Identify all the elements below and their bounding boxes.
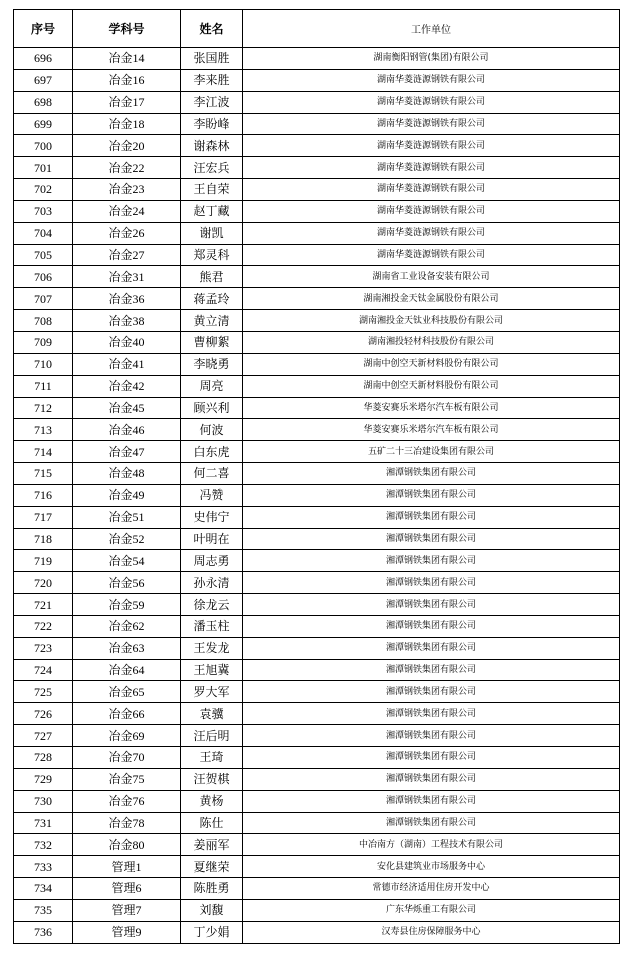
cell-name: 罗大军 (181, 681, 243, 703)
cell-unit: 五矿二十三冶建设集团有限公司 (243, 441, 620, 463)
cell-seq: 700 (14, 135, 73, 157)
cell-unit: 湘潭钢铁集团有限公司 (243, 528, 620, 550)
cell-subject: 冶金17 (73, 91, 181, 113)
cell-subject: 管理6 (73, 878, 181, 900)
cell-name: 李盼峰 (181, 113, 243, 135)
cell-name: 周亮 (181, 375, 243, 397)
table-row (14, 856, 620, 878)
cell-unit: 中冶南方（湖南）工程技术有限公司 (243, 834, 620, 856)
cell-seq: 699 (14, 113, 73, 135)
cell-name: 李江波 (181, 91, 243, 113)
cell-subject: 冶金78 (73, 812, 181, 834)
cell-seq: 725 (14, 681, 73, 703)
cell-name: 姜丽军 (181, 834, 243, 856)
cell-subject: 冶金40 (73, 331, 181, 353)
header-unit: 工作单位 (243, 10, 620, 48)
cell-seq: 717 (14, 506, 73, 528)
table-row (14, 244, 620, 266)
cell-name: 史伟宁 (181, 506, 243, 528)
cell-name: 潘玉柱 (181, 615, 243, 637)
table-row (14, 768, 620, 790)
cell-subject: 冶金80 (73, 834, 181, 856)
cell-seq: 729 (14, 768, 73, 790)
table-row (14, 506, 620, 528)
cell-name: 陈仕 (181, 812, 243, 834)
cell-seq: 721 (14, 594, 73, 616)
cell-subject: 冶金36 (73, 288, 181, 310)
cell-unit: 湖南衡阳钢管(集团)有限公司 (243, 48, 620, 70)
cell-subject: 冶金46 (73, 419, 181, 441)
table-row (14, 637, 620, 659)
table-row (14, 419, 620, 441)
cell-unit: 湘潭钢铁集团有限公司 (243, 550, 620, 572)
cell-subject: 冶金47 (73, 441, 181, 463)
cell-subject: 管理9 (73, 921, 181, 943)
table-row (14, 790, 620, 812)
cell-subject: 冶金22 (73, 157, 181, 179)
cell-unit: 湘潭钢铁集团有限公司 (243, 725, 620, 747)
cell-seq: 732 (14, 834, 73, 856)
cell-seq: 724 (14, 659, 73, 681)
cell-name: 徐龙云 (181, 594, 243, 616)
cell-unit: 湘潭钢铁集团有限公司 (243, 790, 620, 812)
cell-seq: 706 (14, 266, 73, 288)
cell-seq: 705 (14, 244, 73, 266)
cell-unit: 湖南湘投金天钛业科技股份有限公司 (243, 310, 620, 332)
cell-unit: 湖南华菱涟源钢铁有限公司 (243, 179, 620, 201)
cell-subject: 冶金51 (73, 506, 181, 528)
cell-seq: 713 (14, 419, 73, 441)
cell-unit: 湘潭钢铁集团有限公司 (243, 463, 620, 485)
cell-name: 孙永清 (181, 572, 243, 594)
cell-subject: 冶金59 (73, 594, 181, 616)
table-row (14, 725, 620, 747)
cell-unit: 湖南华菱涟源钢铁有限公司 (243, 222, 620, 244)
cell-seq: 712 (14, 397, 73, 419)
header-row (14, 10, 620, 48)
cell-seq: 696 (14, 48, 73, 70)
cell-subject: 冶金63 (73, 637, 181, 659)
cell-unit: 湘潭钢铁集团有限公司 (243, 637, 620, 659)
cell-subject: 冶金66 (73, 703, 181, 725)
table-row (14, 157, 620, 179)
table-row (14, 463, 620, 485)
cell-seq: 730 (14, 790, 73, 812)
cell-seq: 734 (14, 878, 73, 900)
table-row (14, 48, 620, 70)
cell-seq: 731 (14, 812, 73, 834)
cell-name: 王琦 (181, 747, 243, 769)
cell-seq: 727 (14, 725, 73, 747)
cell-name: 蒋孟玲 (181, 288, 243, 310)
table-row (14, 681, 620, 703)
table-row (14, 615, 620, 637)
table-row (14, 594, 620, 616)
cell-seq: 710 (14, 353, 73, 375)
cell-unit: 湘潭钢铁集团有限公司 (243, 572, 620, 594)
cell-subject: 冶金69 (73, 725, 181, 747)
cell-name: 熊君 (181, 266, 243, 288)
cell-seq: 722 (14, 615, 73, 637)
table-row (14, 113, 620, 135)
table-row (14, 484, 620, 506)
cell-subject: 冶金41 (73, 353, 181, 375)
table-row (14, 921, 620, 943)
cell-subject: 冶金65 (73, 681, 181, 703)
cell-name: 黄杨 (181, 790, 243, 812)
cell-subject: 冶金54 (73, 550, 181, 572)
table-row (14, 834, 620, 856)
cell-subject: 冶金75 (73, 768, 181, 790)
cell-seq: 723 (14, 637, 73, 659)
cell-seq: 735 (14, 899, 73, 921)
cell-unit: 湖南华菱涟源钢铁有限公司 (243, 91, 620, 113)
table-row (14, 550, 620, 572)
cell-subject: 冶金18 (73, 113, 181, 135)
cell-subject: 冶金38 (73, 310, 181, 332)
cell-unit: 湘潭钢铁集团有限公司 (243, 768, 620, 790)
cell-unit: 湘潭钢铁集团有限公司 (243, 615, 620, 637)
cell-seq: 701 (14, 157, 73, 179)
cell-unit: 湘潭钢铁集团有限公司 (243, 703, 620, 725)
table-row (14, 397, 620, 419)
cell-seq: 702 (14, 179, 73, 201)
cell-seq: 708 (14, 310, 73, 332)
table-row (14, 69, 620, 91)
cell-unit: 湘潭钢铁集团有限公司 (243, 506, 620, 528)
cell-unit: 湘潭钢铁集团有限公司 (243, 747, 620, 769)
cell-seq: 736 (14, 921, 73, 943)
table-row (14, 878, 620, 900)
cell-seq: 726 (14, 703, 73, 725)
cell-name: 曹柳絮 (181, 331, 243, 353)
cell-name: 陈胜勇 (181, 878, 243, 900)
personnel-table (13, 9, 620, 944)
cell-unit: 湘潭钢铁集团有限公司 (243, 594, 620, 616)
cell-seq: 728 (14, 747, 73, 769)
cell-name: 何二喜 (181, 463, 243, 485)
cell-name: 冯赞 (181, 484, 243, 506)
cell-subject: 冶金62 (73, 615, 181, 637)
cell-subject: 冶金31 (73, 266, 181, 288)
cell-subject: 冶金42 (73, 375, 181, 397)
cell-name: 张国胜 (181, 48, 243, 70)
header-seq: 序号 (14, 10, 73, 48)
cell-subject: 冶金48 (73, 463, 181, 485)
table-row (14, 222, 620, 244)
table-row (14, 899, 620, 921)
table-row (14, 572, 620, 594)
cell-subject: 冶金49 (73, 484, 181, 506)
table-row (14, 659, 620, 681)
cell-unit: 湖南华菱涟源钢铁有限公司 (243, 244, 620, 266)
cell-name: 郑灵科 (181, 244, 243, 266)
cell-unit: 湘潭钢铁集团有限公司 (243, 681, 620, 703)
cell-subject: 冶金70 (73, 747, 181, 769)
cell-unit: 湘潭钢铁集团有限公司 (243, 812, 620, 834)
cell-subject: 管理1 (73, 856, 181, 878)
cell-name: 白东虎 (181, 441, 243, 463)
cell-subject: 冶金26 (73, 222, 181, 244)
table-row (14, 200, 620, 222)
cell-unit: 湖南华菱涟源钢铁有限公司 (243, 200, 620, 222)
cell-unit: 湖南中创空天新材料股份有限公司 (243, 375, 620, 397)
cell-seq: 711 (14, 375, 73, 397)
cell-subject: 冶金76 (73, 790, 181, 812)
table-row (14, 353, 620, 375)
cell-name: 汪贺棋 (181, 768, 243, 790)
cell-unit: 湖南湘投金天钛金属股份有限公司 (243, 288, 620, 310)
cell-name: 夏继荣 (181, 856, 243, 878)
cell-unit: 湖南华菱涟源钢铁有限公司 (243, 113, 620, 135)
cell-subject: 冶金16 (73, 69, 181, 91)
table-row (14, 135, 620, 157)
cell-name: 王发龙 (181, 637, 243, 659)
cell-seq: 714 (14, 441, 73, 463)
cell-subject: 冶金52 (73, 528, 181, 550)
cell-unit: 广东华烁重工有限公司 (243, 899, 620, 921)
cell-unit: 湖南省工业设备安装有限公司 (243, 266, 620, 288)
cell-seq: 716 (14, 484, 73, 506)
cell-seq: 733 (14, 856, 73, 878)
cell-subject: 冶金23 (73, 179, 181, 201)
table-row (14, 441, 620, 463)
cell-name: 何波 (181, 419, 243, 441)
cell-name: 刘馥 (181, 899, 243, 921)
cell-name: 汪后明 (181, 725, 243, 747)
cell-unit: 安化县建筑业市场服务中心 (243, 856, 620, 878)
cell-name: 汪宏兵 (181, 157, 243, 179)
cell-unit: 湖南湘投轻材科技股份有限公司 (243, 331, 620, 353)
table-body (14, 48, 620, 944)
cell-name: 王旭冀 (181, 659, 243, 681)
header-subject: 学科号 (73, 10, 181, 48)
cell-unit: 华菱安赛乐米塔尔汽车板有限公司 (243, 419, 620, 441)
table-row (14, 747, 620, 769)
table-row (14, 310, 620, 332)
cell-unit: 常德市经济适用住房开发中心 (243, 878, 620, 900)
header-name: 姓名 (181, 10, 243, 48)
table-row (14, 91, 620, 113)
cell-subject: 冶金45 (73, 397, 181, 419)
cell-unit: 湖南华菱涟源钢铁有限公司 (243, 157, 620, 179)
cell-seq: 715 (14, 463, 73, 485)
cell-subject: 管理7 (73, 899, 181, 921)
table-row (14, 288, 620, 310)
cell-name: 王自荣 (181, 179, 243, 201)
cell-name: 赵丁藏 (181, 200, 243, 222)
cell-name: 袁骥 (181, 703, 243, 725)
cell-unit: 湘潭钢铁集团有限公司 (243, 659, 620, 681)
cell-subject: 冶金56 (73, 572, 181, 594)
cell-seq: 703 (14, 200, 73, 222)
cell-name: 丁少娟 (181, 921, 243, 943)
table-row (14, 812, 620, 834)
cell-seq: 697 (14, 69, 73, 91)
cell-unit: 湘潭钢铁集团有限公司 (243, 484, 620, 506)
cell-subject: 冶金20 (73, 135, 181, 157)
table-row (14, 703, 620, 725)
cell-name: 李来胜 (181, 69, 243, 91)
cell-name: 周志勇 (181, 550, 243, 572)
cell-unit: 湖南华菱涟源钢铁有限公司 (243, 69, 620, 91)
table-row (14, 266, 620, 288)
cell-name: 谢森林 (181, 135, 243, 157)
table-row (14, 331, 620, 353)
cell-unit: 华菱安赛乐米塔尔汽车板有限公司 (243, 397, 620, 419)
cell-seq: 709 (14, 331, 73, 353)
cell-seq: 704 (14, 222, 73, 244)
cell-seq: 718 (14, 528, 73, 550)
cell-seq: 707 (14, 288, 73, 310)
cell-name: 顾兴利 (181, 397, 243, 419)
cell-subject: 冶金14 (73, 48, 181, 70)
table-row (14, 179, 620, 201)
cell-seq: 719 (14, 550, 73, 572)
cell-name: 谢凯 (181, 222, 243, 244)
table-row (14, 375, 620, 397)
cell-unit: 湖南中创空天新材料股份有限公司 (243, 353, 620, 375)
cell-subject: 冶金27 (73, 244, 181, 266)
cell-name: 叶明在 (181, 528, 243, 550)
cell-subject: 冶金24 (73, 200, 181, 222)
cell-name: 李晓勇 (181, 353, 243, 375)
cell-unit: 汉寿县住房保障服务中心 (243, 921, 620, 943)
cell-seq: 698 (14, 91, 73, 113)
cell-subject: 冶金64 (73, 659, 181, 681)
cell-name: 黄立清 (181, 310, 243, 332)
table-row (14, 528, 620, 550)
cell-unit: 湖南华菱涟源钢铁有限公司 (243, 135, 620, 157)
cell-seq: 720 (14, 572, 73, 594)
